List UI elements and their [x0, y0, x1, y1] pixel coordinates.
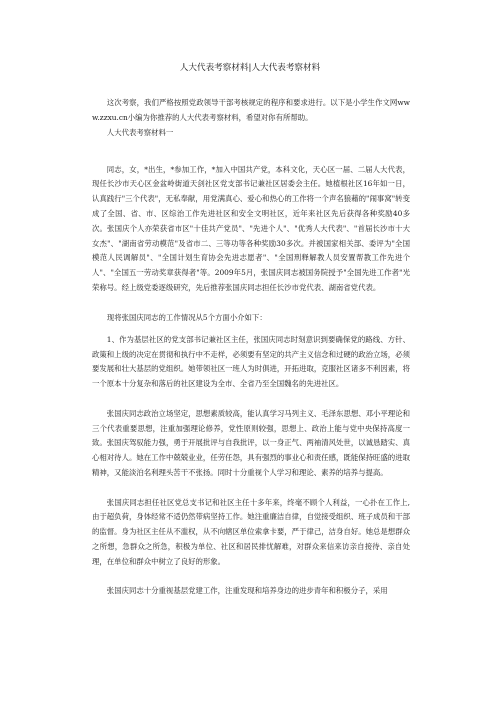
- spacer: [92, 296, 410, 311]
- spacer: [92, 140, 410, 155]
- intro-paragraph: 这次考察，我们严格按照党政领导干部考核规定的程序和要求进行。以下是小学生作文网www.zzxu.cn小编为你推荐的人大代表考察材料，希望对你有所帮助。: [92, 98, 410, 122]
- spacer: [92, 569, 410, 584]
- body-paragraph-2: 现将张国庆同志的工作情况从5个方面小介如下：: [106, 312, 267, 322]
- spacer: [92, 481, 410, 496]
- body-paragraph-1: 同志，女，*出生，*参加工作，*加入中国共产党，本科文化，天心区一届、二届人大代表，现任长沙市天心区金盆岭街道天剑社区党支部书记兼社区居委会主任。她植根社区16年如一日，认真践行"三个代表"，无私奉献，用党满真心、爱心和热心的工作将一个声名狼藉的"闹事窝"转变成了全国、省、市、区综治工作先进社区和安全文明社区，近年来社区先后获得各种奖励40多次。张国庆个人亦荣获省市区"十佳共产党员"、"先进个人"、"优秀人大代表"、"首届长沙市十大女杰"、"湖南省劳动模范"及省市二、三等功等各种奖励30多次。并被国家相关部、委评为"全国模范人民调解员"、"全国计划生育协会先进志愿者"、"全国刑释解教人员安置帮教工作先进个人"、"全国五一劳动奖章获得者"等。2009年5月，张国庆同志被国务院授予"全国先进工作者"光荣称号。经上级党委逐级研究，先后推荐张国庆同志担任长沙市党代表、湖南省党代表。: [92, 164, 410, 292]
- spacer: [92, 155, 410, 162]
- spacer: [92, 325, 410, 332]
- document-body: [92, 96, 410, 599]
- body-paragraph-4: 张国庆同志政治立场坚定，思想素质较高，能认真学习马列主义、毛泽东思想、邓小平理论和三个代表重要思想，注重加强理论修养，党性原则较强，思想上、政治上能与党中央保持高度一致。张国庆驾驭能力强，勇于开展批评与自我批评，以一身正气、两袖清风处世，以诚恳踏实、真心相对待人。她在工作中兢兢业业，任劳任怨，具有强烈的事业心和责任感，既能保持旺盛的进取精神，又能淡泊名利理头苦干不张扬。同时十分重视个人学习和理论、素养的培养与提高。: [92, 408, 410, 477]
- section-subtitle: 人大代表考察材料一: [106, 127, 174, 137]
- body-paragraph-3: 1、作为基层社区的党支部书记兼社区主任，张国庆同志时刻意识到要确保党的路线、方针、政策和上级的决定在贯彻和执行中不走样，必须要有坚定的共产主义信念和过硬的政治立场，必须要发展和壮大基层的党组织。她带领社区一班人为时俱进，开拓进取，克服社区诸多不利因素，将一个原本十分复杂和落后的社区建设为全市、全省乃至全国魏名的先进社区。: [92, 334, 410, 389]
- body-paragraph-5: 张国庆同志担任社区党总支书记和社区主任十多年来，终毫不顾个人利益，一心扑在工作上,由于超负荷，身体经常不适仍然带病坚持工作。她注重廉洁自律，自觉接受组织、班子成员和干部的监督。身为社区主任从不滥权，从不向辖区单位索拿卡要，严于律己，洁身自好。她总是想群众之所想，急群众之所急，积极为单位、社区和居民排忧解难，对群众来信来访亲自接待、亲自处理，在单位和群众中树立了良好的形象。: [92, 497, 410, 566]
- document-title: 人大代表考察材料|人大代表考察材料: [179, 63, 321, 73]
- body-paragraph-6: 张国庆同志十分重视基层党建工作，注重发现和培养身边的进步青年和积极分子，采用: [106, 586, 388, 596]
- spacer: [92, 392, 410, 407]
